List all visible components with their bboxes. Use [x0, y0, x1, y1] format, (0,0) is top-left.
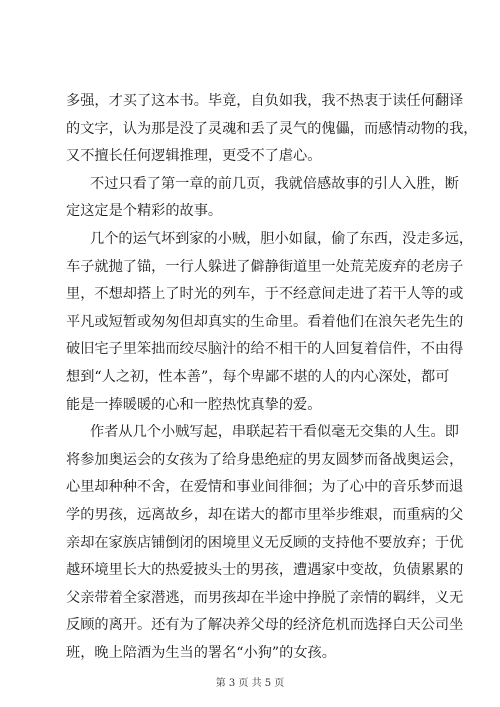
text-line: 平凡或短暂或匆匆但却真实的生命里。看着他们在浪矢老先生的: [66, 313, 464, 330]
text-line: 将参加奥运会的女孩为了给身患绝症的男友圆梦而备战奥运会，: [66, 451, 464, 468]
text-line: 又不擅长任何逻辑推理，更受不了虐心。: [66, 148, 322, 165]
text-line: 父亲带着全家潜逃，而男孩却在半途中挣脱了亲情的羁绊，义无: [66, 589, 464, 606]
text-line: 定这定是个精彩的故事。: [66, 203, 223, 220]
text-line: 学的男孩，远离故乡，却在诺大的都市里举步维艰，而重病的父: [66, 507, 464, 523]
text-line: 想到“人之初，性本善”，每个卑鄙不堪的人的内心深处，都可: [66, 369, 450, 385]
text-line: 几个的运气坏到家的小贼，胆小如鼠，偷了东西，没走多远，: [90, 231, 474, 247]
text-line: 越环境里长大的热爱披头士的男孩，遭遇家中变故，负债累累的: [66, 562, 464, 579]
text-line: 能是一捧暖暖的心和一腔热忱真挚的爱。: [66, 396, 322, 413]
text-line: 车子就抛了锚，一行人躲进了僻静街道里一处荒芜废弃的老房子: [66, 258, 464, 275]
text-line: 多强，才买了这本书。毕竟，自负如我，我不热衷于读任何翻译: [66, 93, 464, 109]
text-line: 班，晚上陪酒为生当的署名“小狗”的女孩。: [66, 645, 336, 661]
text-line: 里，不想却搭上了时光的列车，于不经意间走进了若干人等的或: [66, 286, 464, 303]
text-line: 亲却在家族店铺倒闭的困境里义无反顾的支持他不要放弃；于优: [66, 534, 464, 551]
text-line: 不过只看了第一章的前几页，我就倍感故事的引人入胜，断: [90, 175, 459, 192]
text-line: 作者从几个小贼写起，串联起若干看似毫无交集的人生。即: [90, 424, 459, 441]
text-line: 的文字，认为那是没了灵魂和丢了灵气的傀儡，而感情动物的我，: [66, 120, 478, 137]
page-number-footer: 第 3 页 共 5 页: [215, 678, 285, 689]
text-line: 反顾的离开。还有为了解决养父母的经济危机而选择白天公司坐: [66, 617, 464, 634]
text-line: 破旧宅子里笨拙而绞尽脑汁的给不相干的人回复着信件，不由得: [66, 341, 464, 358]
text-line: 心里却种种不舍，在爱情和事业间徘徊；为了心中的音乐梦而退: [66, 479, 464, 496]
